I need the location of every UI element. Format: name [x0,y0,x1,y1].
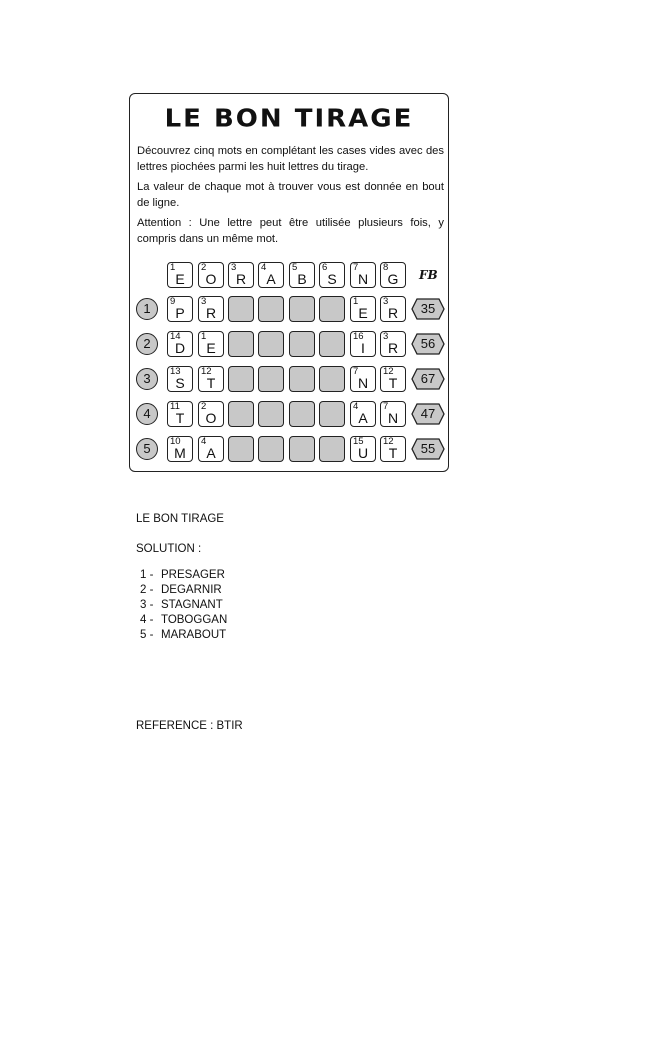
letter-tile [198,366,224,392]
empty-cell[interactable] [319,366,345,392]
tile-letter: N [357,271,369,287]
empty-cell[interactable] [319,436,345,462]
letter-tile [350,436,376,462]
tile-letter: N [387,410,399,426]
tile-letter: E [358,305,368,321]
tile-letter: E [206,340,216,356]
letter-tile [198,331,224,357]
letter-tile [380,296,406,322]
empty-cell[interactable] [289,436,315,462]
tile-value: 4 [261,262,267,273]
letter-tile [350,262,376,288]
row-number: 4 [136,403,158,425]
tile-value: 14 [170,331,181,342]
solution-word: PRESAGER [161,569,225,581]
tile-letter: A [266,271,276,287]
row-score [411,298,445,320]
letter-tile [380,401,406,427]
tile-value: 5 [292,262,298,273]
tile-letter: R [205,305,217,321]
tile-value: 10 [170,436,181,447]
letter-tile [167,296,193,322]
tile-value: 12 [201,366,212,377]
tile-letter: T [175,410,185,426]
solution-word: MARABOUT [161,629,227,641]
tile-value: 9 [170,296,176,307]
empty-cell[interactable] [228,436,254,462]
solution-number: 2 - [140,584,154,596]
tile-value: 15 [353,436,364,447]
tile-letter: I [361,340,365,356]
tile-letter: B [297,271,307,287]
solution-number: 4 - [140,614,154,626]
instruction-2: La valeur de chaque mot à trouver vous est donnée en bout de ligne. [137,181,444,209]
tile-value: 2 [201,262,207,273]
tile-letter: O [205,271,217,287]
letter-tile [167,366,193,392]
tile-value: 3 [231,262,237,273]
solution-word: TOBOGGAN [161,614,228,626]
tile-letter: E [175,271,185,287]
solution-number: 1 - [140,569,154,581]
solution-item [140,568,227,583]
letter-tile [167,436,193,462]
tile-letter: N [357,375,369,391]
solution-item [140,628,227,643]
tile-value: 11 [170,401,180,412]
solution-number: 3 - [140,599,154,611]
letter-tile [228,262,254,288]
instruction-3: Attention : Une lettre peut être utilisée plusieurs fois, y compris dans un même mot. [137,217,444,245]
tile-value: 4 [201,436,207,447]
tile-value: 8 [383,262,389,273]
tile-letter: T [206,375,216,391]
letter-tile [198,401,224,427]
letter-tile [350,296,376,322]
row-number: 3 [136,368,158,390]
row-score [411,368,445,390]
empty-cell[interactable] [289,401,315,427]
empty-cell[interactable] [289,331,315,357]
empty-cell[interactable] [289,296,315,322]
solution-item [140,613,227,628]
tile-letter: S [327,271,337,287]
empty-cell[interactable] [319,401,345,427]
row-score [411,403,445,425]
empty-cell[interactable] [228,366,254,392]
empty-cell[interactable] [258,331,284,357]
letter-tile [350,331,376,357]
letter-tile [319,262,345,288]
tile-value: 7 [353,262,359,273]
tile-value: 12 [383,366,394,377]
empty-cell[interactable] [258,436,284,462]
letter-tile [198,262,224,288]
letter-tile [167,401,193,427]
letter-tile [350,401,376,427]
solution-list [140,568,227,643]
letter-tile [350,366,376,392]
empty-cell[interactable] [258,296,284,322]
empty-cell[interactable] [258,401,284,427]
score-value: 67 [420,371,436,386]
tile-letter: D [174,340,186,356]
tile-letter: R [235,271,247,287]
letter-tile [167,331,193,357]
letter-tile [258,262,284,288]
tile-value: 1 [353,296,359,307]
tile-letter: U [357,445,369,461]
solution-word: STAGNANT [161,599,223,611]
tile-value: 3 [383,296,389,307]
author-signature: FB [419,268,438,282]
reference: REFERENCE : BTIR [136,720,243,732]
letter-tile [289,262,315,288]
letter-tile [380,366,406,392]
row-number: 5 [136,438,158,460]
tile-letter: P [175,305,185,321]
tile-value: 6 [322,262,328,273]
instructions [137,144,444,252]
score-value: 55 [420,441,436,456]
tile-letter: R [387,340,399,356]
tile-letter: O [205,410,217,426]
tile-letter: S [175,375,185,391]
score-value: 47 [420,406,436,421]
solution-item [140,583,227,598]
empty-cell[interactable] [228,296,254,322]
empty-cell[interactable] [289,366,315,392]
letter-tile [380,262,406,288]
solution-heading: LE BON TIRAGE [136,513,224,525]
tile-value: 7 [353,366,359,377]
letter-tile [380,331,406,357]
empty-cell[interactable] [319,296,345,322]
tile-value: 13 [170,366,181,377]
solution-label: SOLUTION : [136,543,202,555]
tile-value: 2 [201,401,207,412]
tile-value: 16 [353,331,364,342]
score-value: 56 [420,336,436,351]
row-score [411,438,445,460]
empty-cell[interactable] [258,366,284,392]
solution-item [140,598,227,613]
tile-value: 4 [353,401,359,412]
tile-letter: T [388,375,398,391]
tile-value: 7 [383,401,389,412]
solution-word: DEGARNIR [161,584,222,596]
letter-tile [167,262,193,288]
tile-value: 1 [170,262,176,273]
empty-cell[interactable] [228,331,254,357]
puzzle-title: LE BON TIRAGE [164,104,414,134]
tile-letter: T [388,445,398,461]
tile-letter: A [358,410,368,426]
tile-value: 3 [383,331,389,342]
score-value: 35 [420,301,436,316]
row-score [411,333,445,355]
tile-letter: M [174,445,186,461]
row-number: 2 [136,333,158,355]
puzzle-frame [129,93,449,472]
letter-tile [380,436,406,462]
empty-cell[interactable] [319,331,345,357]
row-number: 1 [136,298,158,320]
solution-number: 5 - [140,629,154,641]
tile-letter: A [206,445,216,461]
instruction-1: Découvrez cinq mots en complétant les cases vides avec des lettres piochées parmi les huit lettres du tirage. [137,145,444,173]
letter-tile [198,436,224,462]
tile-letter: G [387,271,399,287]
empty-cell[interactable] [228,401,254,427]
tile-value: 12 [383,436,394,447]
tile-value: 1 [201,331,207,342]
letter-tile [198,296,224,322]
tile-value: 3 [201,296,207,307]
tile-letter: R [387,305,399,321]
